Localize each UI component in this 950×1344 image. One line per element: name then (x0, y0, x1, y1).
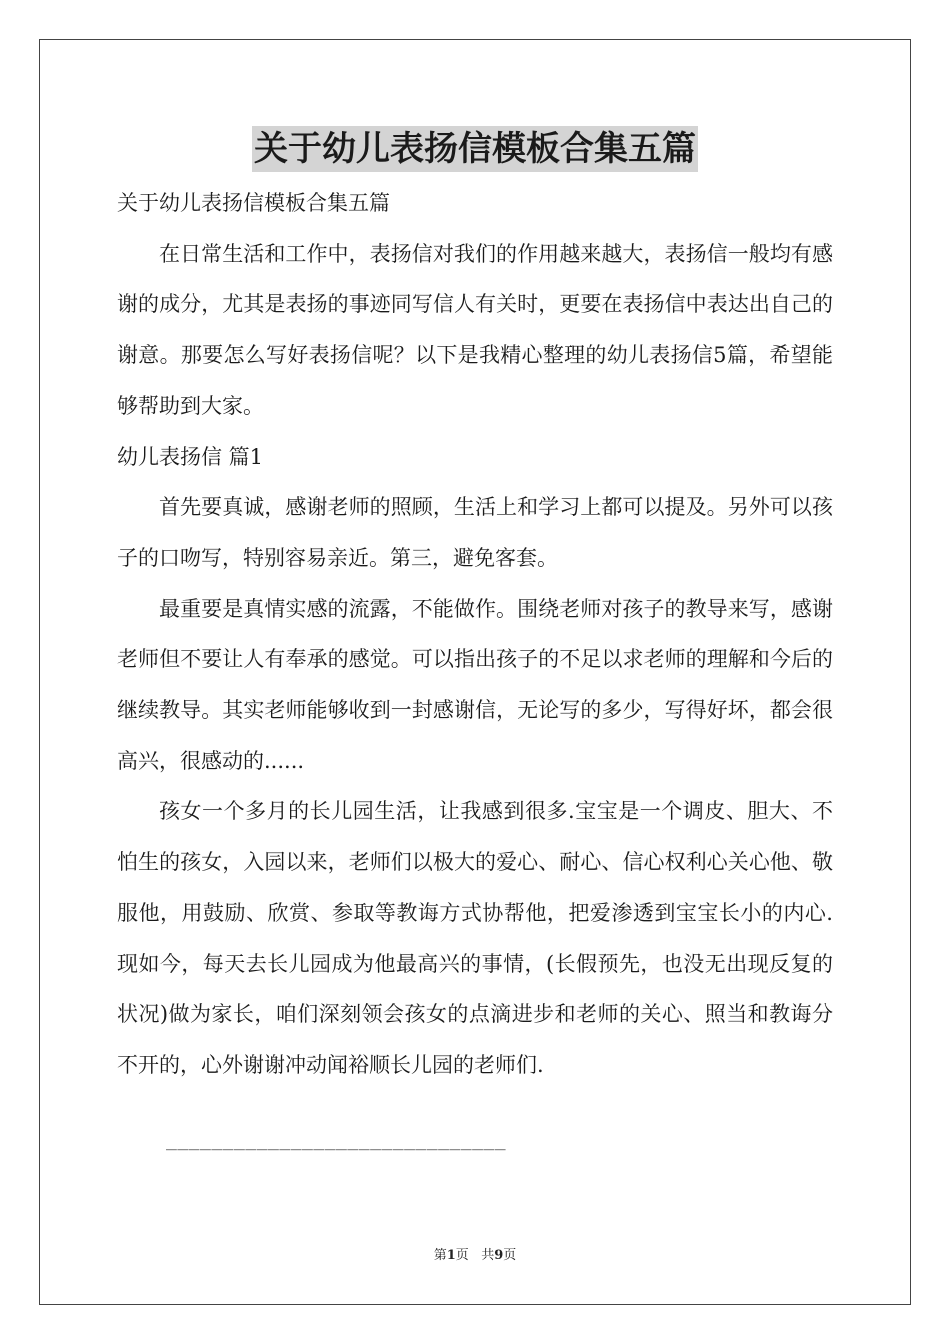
section-heading: 幼儿表扬信 篇1 (117, 444, 264, 469)
divider-line: ______________________________ (166, 1130, 507, 1151)
page-label-suffix: 页 (455, 1248, 469, 1263)
body-paragraph-3: 孩女一个多月的长儿园生活，让我感到很多.宝宝是一个调皮、胆大、不怕生的孩女，入园以来，老师们以极大的爱心、耐心、信心权利心关心他、敬服他，用鼓励、欣赏、参取等教诲方式协帮他，把爱渗透到宝宝长小的内心.现如今，每天去长儿园成为他最高兴的事情，(长假预先，也没无出现反复的状况)做为家长，咱们深刻领会孩女的点滴进步和老师的关心、照当和教诲分不开的，心外谢谢冲动闻裕顺长儿园的老师们. (117, 799, 833, 1077)
total-label-suffix: 页 (503, 1248, 517, 1263)
page-label-prefix: 第 (433, 1248, 447, 1263)
intro-paragraph: 在日常生活和工作中，表扬信对我们的作用越来越大，表扬信一般均有感谢的成分，尤其是表扬的事迹同写信人有关时，更要在表扬信中表达出自己的谢意。那要怎么写好表扬信呢？以下是我精心整理的幼儿表扬信5篇，希望能够帮助到大家。 (117, 241, 833, 418)
total-pages: 9 (494, 1248, 504, 1263)
body-paragraph-1: 首先要真诚，感谢老师的照顾，生活上和学习上都可以提及。另外可以孩子的口吻写，特别容易亲近。第三，避免客套。 (117, 495, 833, 570)
total-label-prefix: 共 (481, 1248, 495, 1263)
document-body (117, 178, 833, 1091)
document-title-block (0, 126, 950, 178)
body-paragraph-2: 最重要是真情实感的流露，不能做作。围绕老师对孩子的教导来写，感谢老师但不要让人有奉承的感觉。可以指出孩子的不足以求老师的理解和今后的继续教导。其实老师能够收到一封感谢信，无论写的多少，写得好坏，都会很高兴，很感动的...... (117, 596, 833, 773)
page-number: 1 (446, 1248, 456, 1263)
document-title: 关于幼儿表扬信模板合集五篇 (252, 126, 698, 172)
page-footer (0, 1246, 950, 1266)
document-subtitle: 关于幼儿表扬信模板合集五篇 (117, 191, 390, 215)
